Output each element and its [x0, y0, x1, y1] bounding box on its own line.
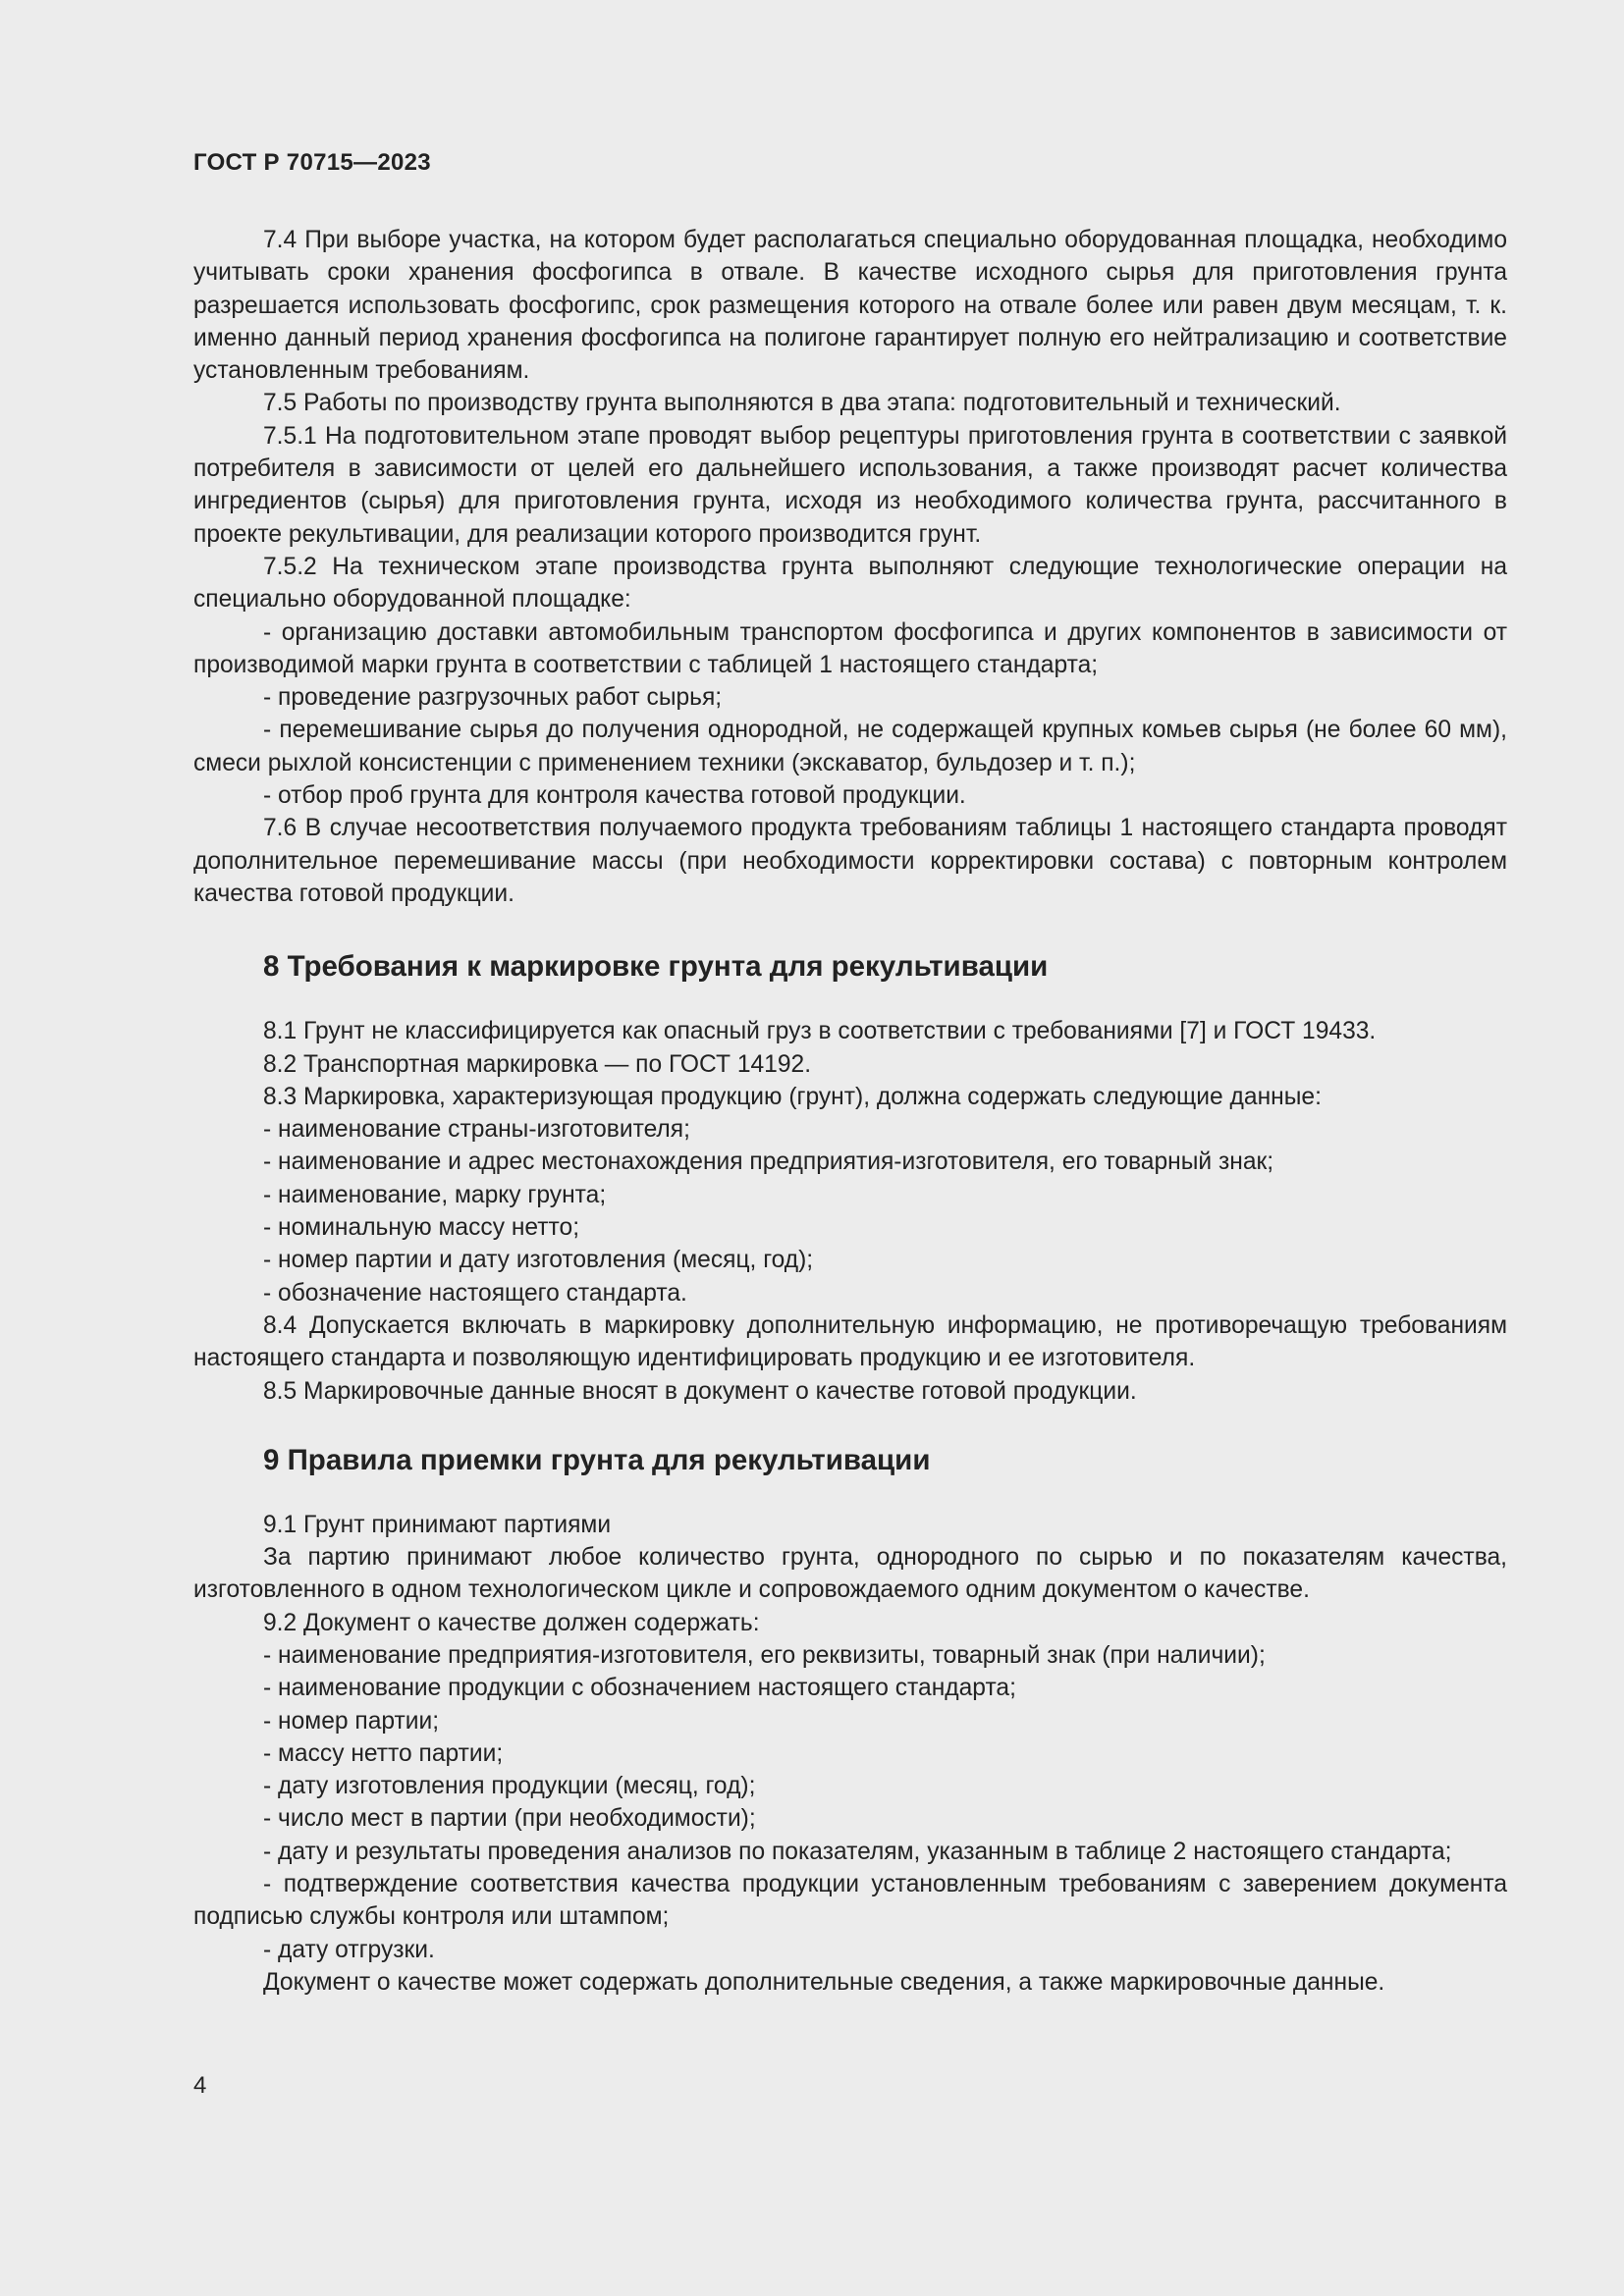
paragraph: - перемешивание сырья до получения однородной, не содержащей крупных комьев сырья (не более 60 мм), смеси рыхлой консистенции с применением техники (экскаватор, бульдозер и т. п.); — [193, 717, 1507, 776]
paragraph: 8.5 Маркировочные данные вносят в документ о качестве готовой продукции. — [263, 1377, 1137, 1405]
paragraph: 9.2 Документ о качестве должен содержать: — [263, 1609, 760, 1636]
document-header: ГОСТ Р 70715—2023 — [193, 149, 431, 176]
paragraph: - подтверждение соответствия качества продукции установленным требованиям с заверением документа подписью службы контроля или штампом; — [193, 1871, 1507, 1931]
section-heading: 9 Правила приемки грунта для рекультивации — [263, 1443, 931, 1476]
paragraph: 8.3 Маркировка, характеризующая продукцию (грунт), должна содержать следующие данные: — [263, 1083, 1322, 1110]
section-heading: 8 Требования к маркировке грунта для рекультивации — [263, 950, 1049, 984]
page-number: 4 — [193, 2072, 207, 2099]
document-body — [193, 224, 1507, 1999]
list-item: - наименование, марку грунта; — [263, 1181, 607, 1208]
paragraph: 8.2 Транспортная маркировка — по ГОСТ 14192. — [263, 1050, 812, 1078]
paragraph: - отбор проб грунта для контроля качества готовой продукции. — [263, 782, 966, 810]
paragraph: - дату отгрузки. — [263, 1936, 435, 1963]
paragraph: Документ о качестве может содержать дополнительные сведения, а также маркировочные данные. — [263, 1968, 1385, 1996]
list-item: - номинальную массу нетто; — [263, 1214, 580, 1242]
paragraph: 7.6 В случае несоответствия получаемого продукта требованиям таблицы 1 настоящего стандарта проводят дополнительное перемешивание массы (при необходимости корректировки состава) с повторным контролем качества готовой продукции. — [193, 815, 1507, 907]
paragraph: 8.4 Допускается включать в маркировку дополнительную информацию, не противоречащую требованиям настоящего стандарта и позволяющую идентифицировать продукцию и ее изготовителя. — [193, 1311, 1507, 1372]
list-item: - наименование продукции с обозначением настоящего стандарта; — [263, 1675, 1016, 1702]
list-item: - массу нетто партии; — [263, 1739, 504, 1767]
paragraph: 7.5 Работы по производству грунта выполняются в два этапа: подготовительный и технический. — [263, 390, 1341, 417]
list-item: - номер партии и дату изготовления (месяц, год); — [263, 1247, 814, 1274]
list-item: - наименование страны-изготовителя; — [263, 1116, 690, 1144]
paragraph: 9.1 Грунт принимают партиями — [263, 1511, 612, 1538]
list-item: - наименование предприятия-изготовителя, его реквизиты, товарный знак (при наличии); — [263, 1641, 1266, 1669]
list-item: - обозначение настоящего стандарта. — [263, 1279, 687, 1307]
list-item: - номер партии; — [263, 1707, 440, 1735]
list-item: - наименование и адрес местонахождения предприятия-изготовителя, его товарный знак; — [263, 1148, 1274, 1176]
paragraph: 8.1 Грунт не классифицируется как опасный груз в соответствии с требованиями [7] и ГОСТ 19433. — [263, 1018, 1377, 1045]
paragraph: - дату и результаты проведения анализов по показателям, указанным в таблице 2 настоящего стандарта; — [263, 1838, 1452, 1865]
paragraph: 7.4 При выборе участка, на котором будет располагаться специально оборудованная площадка, необходимо учитывать сроки хранения фосфогипса в отвале. В качестве исходного сырья для приготовления грунта разрешается использовать фосфогипс, срок размещения которого на отвале более или равен двум месяцам, т. к. именно данный период хранения фосфогипса на полигоне гарантирует полную его нейтрализацию и соответствие установленным требованиям. — [193, 227, 1507, 385]
list-item: - дату изготовления продукции (месяц, год); — [263, 1773, 756, 1800]
paragraph: За партию принимают любое количество грунта, однородного по сырью и по показателям качества, изготовленного в одном технологическом цикле и сопровождаемого одним документом о качестве. — [193, 1544, 1507, 1604]
paragraph: 7.5.2 На техническом этапе производства грунта выполняют следующие технологические операции на специально оборудованной площадке: — [193, 553, 1507, 614]
paragraph: - организацию доставки автомобильным транспортом фосфогипса и других компонентов в зависимости от производимой марки грунта в соответствии с таблицей 1 настоящего стандарта; — [193, 618, 1507, 678]
list-item: - число мест в партии (при необходимости); — [263, 1805, 756, 1833]
paragraph: 7.5.1 На подготовительном этапе проводят выбор рецептуры приготовления грунта в соответствии с заявкой потребителя в зависимости от целей его дальнейшего использования, а также производят расчет количества ингредиентов (сырья) для приготовления грунта, исходя из необходимого количества грунта, рассчитанного в проекте рекультивации, для реализации которого производится грунт. — [193, 422, 1507, 548]
paragraph: - проведение разгрузочных работ сырья; — [263, 684, 723, 712]
